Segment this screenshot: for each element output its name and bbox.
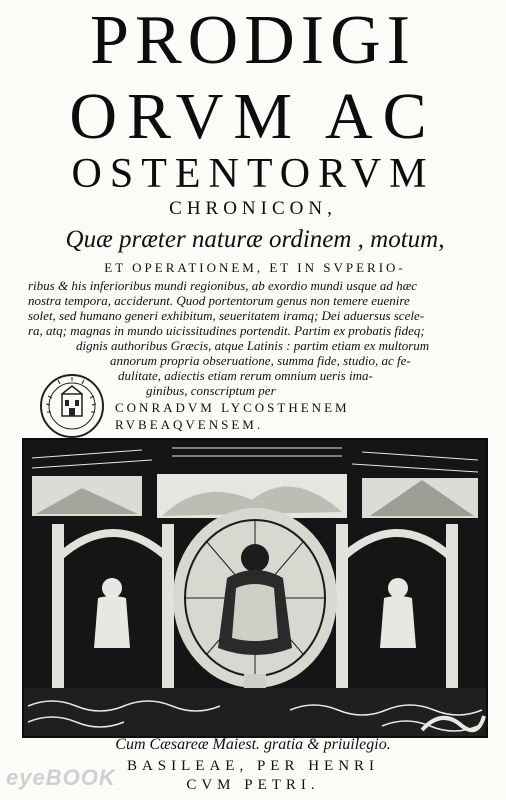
body-line: annorum propria obseruatione, summa fide, studio, ac fe- (110, 353, 411, 368)
title-line-4: CHRONICON, (169, 198, 337, 219)
imprint-line-2: CVM PETRI. (186, 777, 320, 793)
imprint-line-1: BASILEAE, PER HENRI (126, 758, 380, 774)
body-line: ra, atq; magnas in mundo uicissitudines portendit. Partim ex probatis fideq; (28, 323, 425, 338)
body-line: ribus & his inferioribus mundi regionibus, ab exordio mundi usque ad hæc (28, 278, 418, 293)
subtitle-lead: Quæ præter naturæ ordinem , motum, (65, 226, 445, 253)
author-origin: RVBEAQVENSEM. (115, 417, 264, 432)
title-line-2: ORVM AC (69, 80, 437, 153)
body-line: solet, sed humano generi exhibitum, seueritatem iramq; Dei aduersus scele- (28, 308, 425, 323)
author-name: CONRADVM LYCOSTHENEM (115, 400, 350, 415)
body-line: dignis authoribus Græcis, atque Latinis : partim etiam ex multorum (76, 338, 430, 353)
body-line: dulitate, adiectis etiam rerum omnium ueris ima- (118, 368, 373, 383)
title-line-1: PRODIGI (90, 2, 416, 79)
body-line: nostra tempora, acciderunt. Quod portentorum genus non temere euenire (28, 293, 410, 308)
woodcut-illustration (22, 438, 488, 738)
subtitle-caps: ET OPERATIONEM, ET IN SVPERIO- (104, 260, 406, 275)
privilege-line: Cum Cæsareæ Maiest. gratia & priuilegio. (115, 736, 391, 753)
body-line: ginibus, conscriptum per (146, 383, 276, 398)
watermark-logo: eyeBOOK (6, 765, 116, 790)
library-stamp-icon (38, 372, 106, 440)
title-line-3: OSTENTORVM (71, 151, 435, 197)
